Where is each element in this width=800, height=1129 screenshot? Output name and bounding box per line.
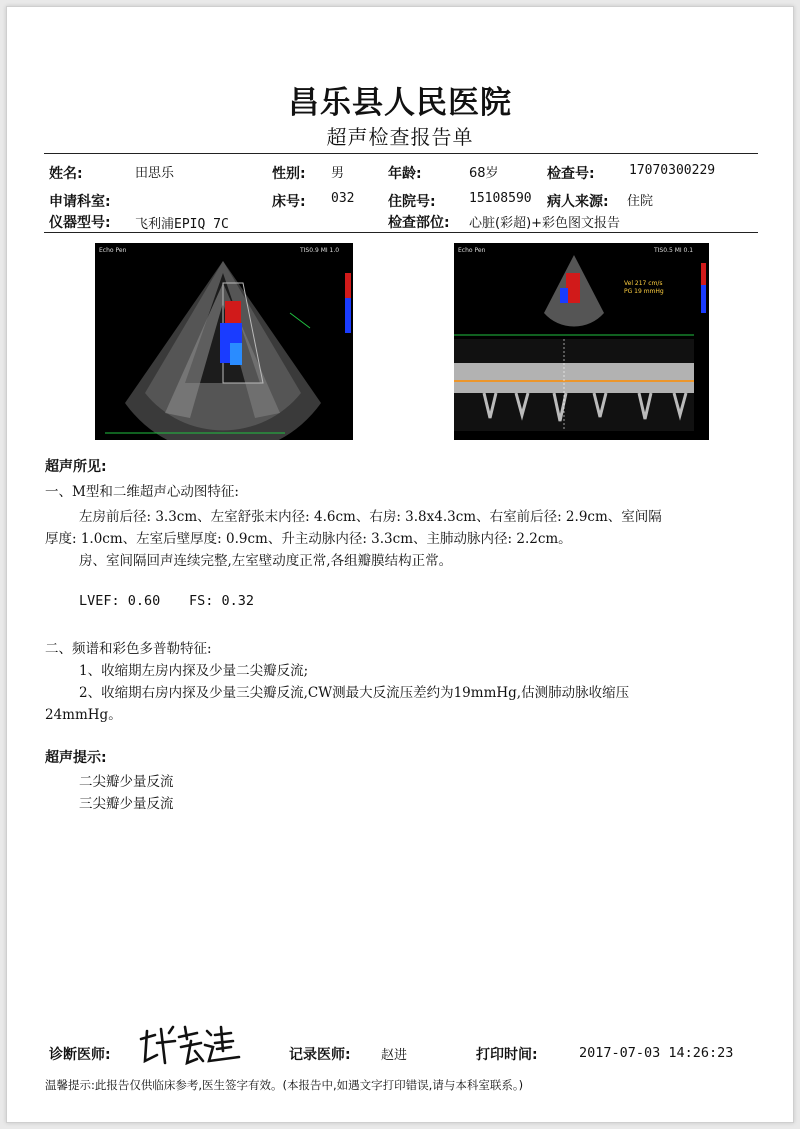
left-img-tis: TIS0.9 MI 1.0 [300, 247, 340, 254]
disclaimer-note: 温馨提示:此报告仅供临床参考,医生签字有效。(本报告中,如遇文字打印错误,请与本科室联系。) [45, 1078, 524, 1092]
findings-s1-line3: 房、室间隔回声连续完整,左室壁动度正常,各组瓣膜结构正常。 [79, 553, 453, 569]
findings-s2-line1: 1、收缩期左房内探及少量二尖瓣反流; [79, 663, 309, 679]
findings-s1-line1: 左房前后径: 3.3cm、左室舒张末内径: 4.6cm、右房: 3.8x4.3cm、右室前后径: 2.9cm、室间隔 [79, 509, 662, 525]
header-divider [44, 153, 758, 154]
record-doctor-label: 记录医师: [289, 1047, 351, 1063]
info-divider [44, 232, 758, 233]
findings-s2-line2: 2、收缩期右房内探及少量三尖瓣反流,CW测最大反流压差约为19mmHg,估测肺动脉收缩压 [79, 685, 630, 701]
hospital-name: 昌乐县人民医院 [288, 85, 512, 121]
dept-label: 申请科室: [49, 194, 111, 210]
admission-label: 住院号: [388, 194, 436, 210]
findings-section2-title: 二、频谱和彩色多普勒特征: [45, 641, 212, 657]
findings-section1-title: 一、M型和二维超声心动图特征: [45, 484, 239, 500]
exam-no: 17070300229 [629, 163, 716, 178]
echo-2d-graphic [95, 243, 353, 440]
exam-no-label: 检查号: [547, 166, 595, 182]
patient-age: 68岁 [469, 166, 499, 181]
right-img-vel: Vel 217 cm/s [624, 280, 663, 287]
record-doctor: 赵进 [381, 1048, 408, 1063]
print-time: 2017-07-03 14:26:23 [579, 1045, 734, 1061]
findings-title: 超声所见: [45, 459, 107, 475]
device-model: 飞利浦EPIQ 7C [135, 217, 229, 232]
signature-graphic [135, 1017, 245, 1069]
report-page [6, 6, 794, 1123]
bed-label: 床号: [272, 194, 306, 210]
left-img-header: Echo Pen [99, 247, 127, 254]
report-title: 超声检查报告单 [326, 125, 474, 149]
bed-no: 032 [331, 191, 355, 206]
right-img-tis: TIS0.5 MI 0.1 [654, 247, 694, 254]
source-label: 病人来源: [547, 194, 609, 210]
age-label: 年龄: [388, 166, 422, 182]
gender-label: 性别: [272, 166, 306, 182]
conclusion-line1: 二尖瓣少量反流 [79, 774, 174, 790]
echo-doppler-graphic [454, 243, 709, 440]
exam-part: 心脏(彩超)+彩色图文报告 [469, 216, 621, 231]
patient-name: 田思乐 [135, 166, 175, 181]
patient-gender: 男 [331, 166, 345, 181]
conclusion-title: 超声提示: [45, 750, 107, 766]
name-label: 姓名: [49, 166, 83, 182]
lvef-value: LVEF: 0.60 [79, 593, 161, 609]
findings-s1-line2: 厚度: 1.0cm、左室后壁厚度: 0.9cm、升主动脉内径: 3.3cm、主肺动脉内径: 2.2cm。 [45, 531, 572, 547]
findings-s2-line3: 24mmHg。 [45, 707, 122, 723]
echo-image-2d [95, 243, 353, 440]
part-label: 检查部位: [388, 215, 450, 231]
doctor-signature [135, 1017, 245, 1069]
print-time-label: 打印时间: [476, 1047, 538, 1063]
admission-no: 15108590 [469, 191, 532, 206]
device-label: 仪器型号: [49, 215, 111, 231]
patient-source: 住院 [627, 194, 654, 209]
right-img-header: Echo Pen [458, 247, 486, 254]
conclusion-line2: 三尖瓣少量反流 [79, 796, 174, 812]
fs-value: FS: 0.32 [189, 593, 255, 609]
echo-image-doppler [454, 243, 709, 440]
right-img-pg: PG 19 mmHg [624, 288, 664, 295]
diag-doctor-label: 诊断医师: [49, 1047, 111, 1063]
